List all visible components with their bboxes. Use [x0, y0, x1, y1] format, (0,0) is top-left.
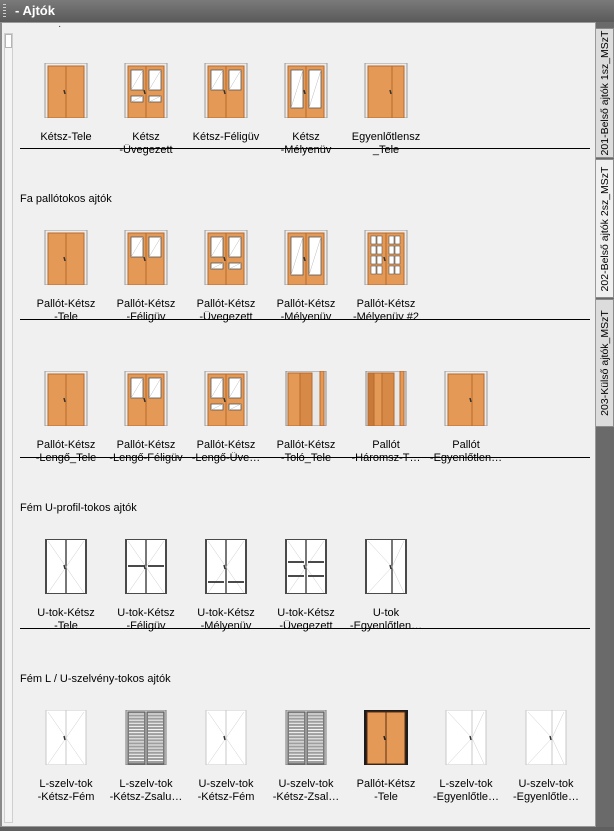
door-thumbnail-icon [124, 710, 168, 765]
door-label-line1: Pallót-Kétsz [196, 439, 256, 451]
door-item[interactable] [185, 63, 267, 163]
door-label-line2: -Kétsz-Fém [37, 791, 95, 803]
door-item[interactable] [185, 539, 267, 639]
door-thumbnail-icon [364, 230, 408, 285]
door-label-line2: -Féligüv [126, 620, 166, 632]
door-label-line2: -Mélyenüv [280, 144, 332, 156]
section-title: Fém L / U-szelvény-tokos ajtók [20, 673, 171, 685]
door-label-line1: U-szelv-tok [278, 778, 334, 790]
door-label-line2: -Üvegezett [199, 311, 253, 323]
door-item[interactable] [345, 371, 427, 471]
door-item[interactable] [105, 63, 187, 163]
door-label-line1: Kétsz-Tele [40, 131, 92, 143]
door-item[interactable] [25, 230, 107, 330]
partial-label: · [58, 22, 62, 32]
door-label-line2: -Tele [54, 311, 78, 323]
door-thumbnail-icon [204, 63, 248, 118]
scrollbar-thumb[interactable] [5, 34, 12, 48]
door-thumbnail-icon [364, 63, 408, 118]
door-item[interactable] [265, 63, 347, 163]
door-label-line2: -Egyenlőtle… [512, 791, 580, 803]
door-thumbnail-icon [204, 230, 248, 285]
door-thumbnail-icon [44, 539, 88, 594]
door-label-line1: U-tok-Kétsz [37, 607, 95, 619]
door-item[interactable] [105, 710, 187, 810]
door-label-line1: Kétsz [132, 131, 160, 143]
tab-belso-ajtok-2sz[interactable] [596, 159, 614, 298]
door-item[interactable] [345, 63, 427, 163]
door-label-line2: -Kétsz-Fém [197, 791, 255, 803]
door-item[interactable] [105, 539, 187, 639]
door-label-line2: -Mélyenüv #2 [352, 311, 420, 323]
door-label-line1: Pallót-Kétsz [196, 298, 256, 310]
door-thumbnail-icon [284, 63, 328, 118]
door-thumbnail-icon [284, 710, 328, 765]
door-label-line1: Egyenlőtlensz [351, 131, 421, 143]
door-thumbnail-icon [364, 371, 408, 426]
door-thumbnail-icon [44, 371, 88, 426]
door-label-line1: Pallót-Kétsz [116, 439, 176, 451]
door-label-line2: -Tele [54, 620, 78, 632]
door-label-line2: -Lengő_Tele [35, 452, 97, 464]
section-title: Fa pallótokos ajtók [20, 193, 112, 205]
door-thumbnail-icon [124, 230, 168, 285]
door-thumbnail-icon [204, 539, 248, 594]
door-label-line1: Pallót-Kétsz [356, 298, 416, 310]
door-label-line1: Pallót-Kétsz [116, 298, 176, 310]
door-item[interactable] [185, 230, 267, 330]
door-label-line1: Pallót-Kétsz [276, 439, 336, 451]
door-label-line1: U-tok [372, 607, 400, 619]
door-thumbnail-icon [364, 710, 408, 765]
door-thumbnail-icon [44, 710, 88, 765]
door-item[interactable] [185, 371, 267, 471]
door-label-line1: Pallót-Kétsz [36, 439, 96, 451]
door-thumbnail-icon [124, 539, 168, 594]
door-label-line1: U-szelv-tok [518, 778, 574, 790]
door-thumbnail-icon [44, 63, 88, 118]
door-thumbnail-icon [204, 371, 248, 426]
door-thumbnail-icon [364, 539, 408, 594]
door-label-line1: U-tok-Kétsz [117, 607, 175, 619]
door-item[interactable] [105, 371, 187, 471]
door-item[interactable] [105, 230, 187, 330]
door-label-line2: -Mélyenüv [200, 620, 252, 632]
door-label-line2: -Üvegezett [279, 620, 333, 632]
door-item[interactable] [345, 230, 427, 330]
door-label-line1: Pallót-Kétsz [36, 298, 96, 310]
door-item[interactable] [265, 539, 347, 639]
door-label-line2: -Mélyenüv [280, 311, 332, 323]
door-label-line2: -Kétsz-Zsalu… [109, 791, 183, 803]
tab-kulso-ajtok[interactable] [596, 299, 614, 427]
door-thumbnail-icon [124, 371, 168, 426]
door-label-line2: -Egyenlőtle… [432, 791, 500, 803]
door-item[interactable] [425, 710, 507, 810]
door-thumbnail-icon [444, 371, 488, 426]
door-item[interactable] [185, 710, 267, 810]
door-label-line2: -Lengő-Féligüv [109, 452, 183, 464]
door-item[interactable] [25, 371, 107, 471]
door-library-panel [0, 22, 596, 827]
door-thumbnail-icon [284, 539, 328, 594]
door-item[interactable] [25, 63, 107, 163]
vertical-scrollbar[interactable] [4, 33, 13, 823]
door-item[interactable] [25, 710, 107, 810]
door-label-line1: Pallót-Kétsz [356, 778, 416, 790]
tab-label: 201-Belső ajtók 1sz_MSzT [598, 30, 611, 156]
door-thumbnail-icon [284, 371, 328, 426]
door-thumbnail-icon [44, 230, 88, 285]
door-label-line2: -Üvegezett [119, 144, 173, 156]
door-label-line1: Pallót [372, 439, 400, 451]
tab-belso-ajtok-1sz[interactable] [596, 28, 614, 158]
door-label-line1: Pallót-Kétsz [276, 298, 336, 310]
door-label-line2: -Toló_Tele [280, 452, 332, 464]
door-item[interactable] [345, 710, 427, 810]
door-label-line2: -Egyenlőtlen… [429, 452, 503, 464]
door-label-line1: U-tok-Kétsz [197, 607, 255, 619]
door-item[interactable] [505, 710, 587, 810]
door-label-line1: U-szelv-tok [198, 778, 254, 790]
door-label-line2: -Lengő-Üve… [191, 452, 261, 464]
door-label-line1: Kétsz [292, 131, 320, 143]
door-label-line2: _Tele [372, 144, 400, 156]
door-label-line1: U-tok-Kétsz [277, 607, 335, 619]
door-label-line1: L-szelv-tok [439, 778, 493, 790]
door-thumbnail-icon [124, 63, 168, 118]
window-titlebar[interactable] [0, 0, 614, 22]
door-label-line1: Pallót [452, 439, 480, 451]
door-label-line2: -Háromsz-T… [351, 452, 421, 464]
door-thumbnail-icon [524, 710, 568, 765]
door-item[interactable] [345, 539, 427, 639]
door-item[interactable] [425, 371, 507, 471]
door-item[interactable] [265, 710, 347, 810]
door-label-line2: -Tele [374, 791, 398, 803]
door-label-line1: L-szelv-tok [39, 778, 93, 790]
door-item[interactable] [265, 230, 347, 330]
door-label-line2: -Féligüv [126, 311, 166, 323]
door-label-line1: L-szelv-tok [119, 778, 173, 790]
tab-label: 203-Külső ajtók_MSzT [598, 310, 611, 416]
door-label-line1: Kétsz-Féligüv [192, 131, 260, 143]
door-item[interactable] [25, 539, 107, 639]
section-title: Fém U-profil-tokos ajtók [20, 502, 137, 514]
window-title: - Ajtók [15, 3, 55, 18]
door-thumbnail-icon [444, 710, 488, 765]
drag-grip-icon[interactable] [3, 4, 6, 18]
door-item[interactable] [265, 371, 347, 471]
door-thumbnail-icon [284, 230, 328, 285]
tab-label: 202-Belső ajtók 2sz_MSzT [598, 166, 611, 291]
door-label-line2: -Egyenlőtlen… [349, 620, 423, 632]
library-tabs [596, 22, 614, 831]
door-thumbnail-icon [204, 710, 248, 765]
door-label-line2: -Kétsz-Zsal… [272, 791, 340, 803]
status-strip [0, 827, 614, 831]
